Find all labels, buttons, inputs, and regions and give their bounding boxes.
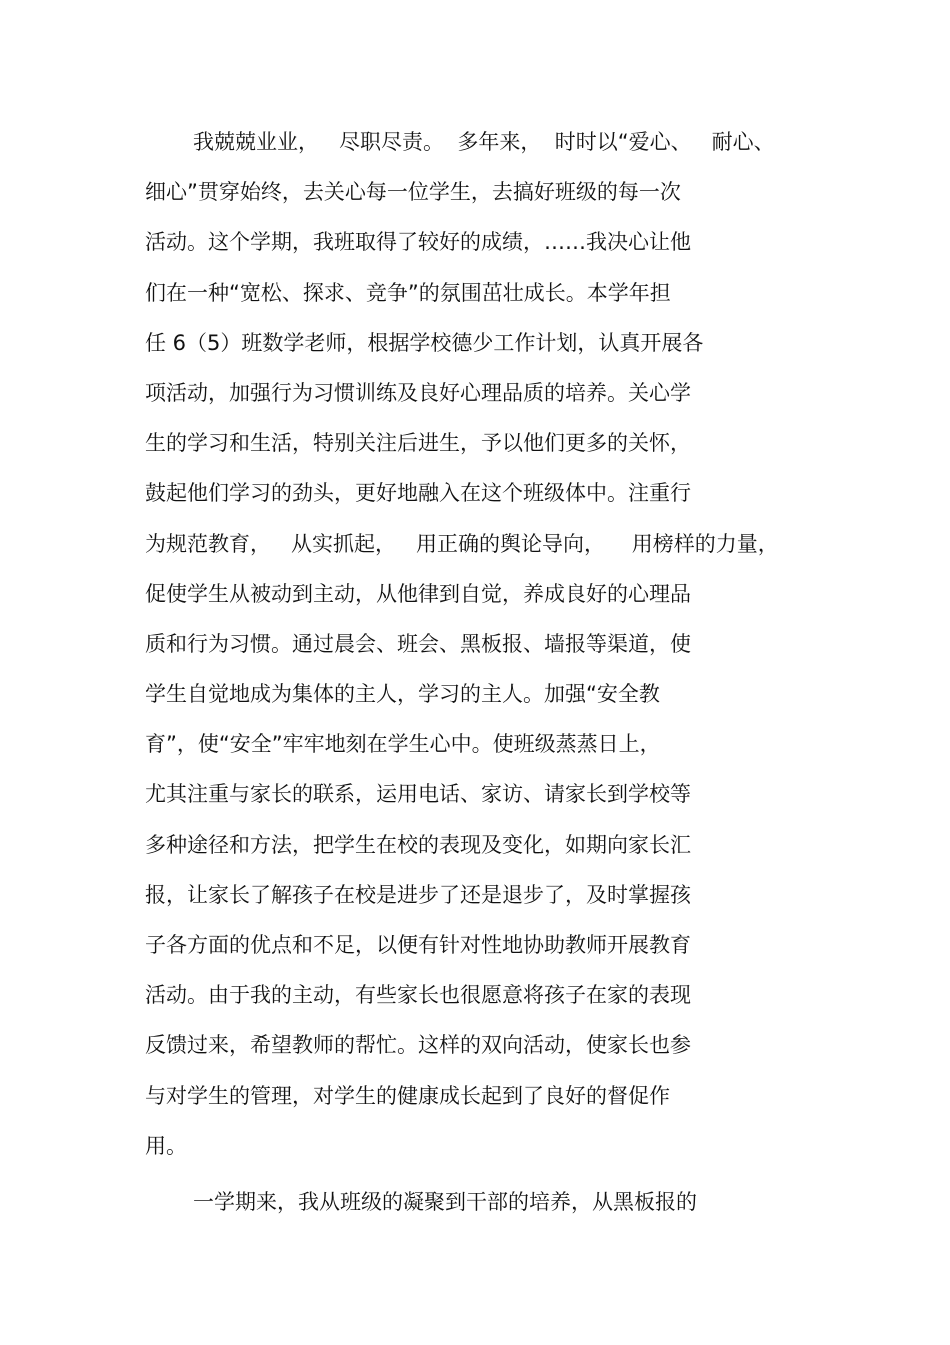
text-line: 子各方面的优点和不足，以便有针对性地协助教师开展教育: [145, 933, 691, 957]
text-line: 多种途径和方法，把学生在校的表现及变化，如期向家长汇: [145, 832, 691, 857]
text-line: 反馈过来，希望教师的帮忙。这样的双向活动，使家长也参: [145, 1033, 691, 1058]
text-line: 活动。由于我的主动，有些家长也很愿意将孩子在家的表现: [145, 983, 691, 1008]
text-line: 活动。这个学期，我班取得了较好的成绩，……我决心让他: [145, 230, 691, 255]
text-line: 项活动，加强行为习惯训练及良好心理品质的培养。关心学: [145, 380, 691, 405]
document-body: [0, 122, 950, 1232]
text-line: 报，让家长了解孩子在校是进步了还是退步了，及时掌握孩: [145, 882, 691, 907]
text-line: 促使学生从被动到主动，从他律到自觉，养成良好的心理品: [145, 581, 691, 606]
text-line: 育”，使“安全”牢牢地刻在学生心中。使班级蒸蒸日上，: [145, 732, 661, 757]
text-line: 质和行为习惯。通过晨会、班会、黑板报、墙报等渠道，使: [145, 631, 691, 656]
text-line: 与对学生的管理，对学生的健康成长起到了良好的督促作: [145, 1083, 670, 1108]
text-line: 为规范教育， 从实抓起， 用正确的舆论导向， 用榜样的力量，: [145, 531, 779, 556]
text-line: 尤其注重与家长的联系，运用电话、家访、请家长到学校等: [145, 782, 691, 807]
text-line: 生的学习和生活，特别关注后进生，予以他们更多的关怀，: [145, 431, 691, 456]
text-line: 任 6（5）班数学老师，根据学校德少工作计划，认真开展各: [145, 330, 704, 355]
text-line: 们在一种“宽松、探求、竞争”的氛围茁壮成长。本学年担: [145, 280, 671, 305]
text-line: 细心”贯穿始终，去关心每一位学生，去搞好班级的每一次: [145, 180, 681, 205]
text-line: 用。: [145, 1133, 187, 1158]
text-line: 学生自觉地成为集体的主人，学习的主人。加强“安全教: [145, 682, 660, 707]
text-line: 一学期来，我从班级的凝聚到干部的培养，从黑板报的: [193, 1189, 697, 1214]
text-line: 鼓起他们学习的劲头，更好地融入在这个班级体中。注重行: [145, 481, 691, 506]
text-line: 我兢兢业业， 尽职尽责。 多年来， 时时以“爱心、 耐心、: [193, 130, 775, 154]
